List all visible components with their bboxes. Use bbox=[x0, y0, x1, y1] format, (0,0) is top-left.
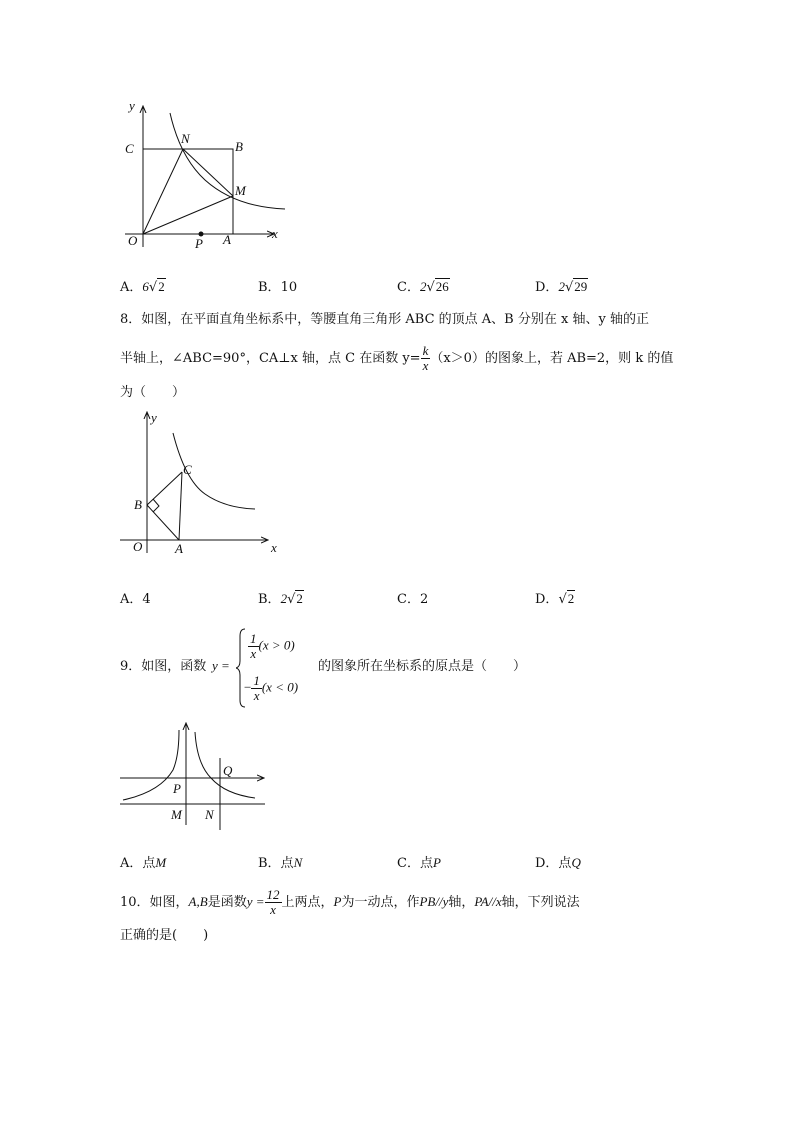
q8-label-y: y bbox=[151, 410, 157, 425]
q10-fraction: $\frac{12}{x}$ bbox=[266, 887, 280, 917]
q9-label-M: M bbox=[171, 807, 182, 822]
q7-label-N: N bbox=[181, 131, 190, 146]
q9-piecewise bbox=[212, 626, 322, 710]
q8-segment-BC bbox=[147, 472, 182, 505]
q9-option-d[interactable]: D．点Q bbox=[535, 855, 581, 871]
sqrt-icon: √29 bbox=[564, 279, 588, 295]
q7-label-y: y bbox=[129, 98, 135, 113]
q9-figure bbox=[115, 720, 275, 830]
q8-options bbox=[120, 588, 680, 612]
q8-segment-BA bbox=[147, 505, 179, 540]
q9-suffix: 的图象所在坐标系的原点是（ ） bbox=[318, 659, 527, 674]
q7-segment-OM bbox=[143, 196, 233, 234]
q8-option-a[interactable]: A．4 bbox=[120, 592, 151, 607]
q8-right-angle-mark bbox=[153, 499, 159, 512]
q9-option-c[interactable]: C．点P bbox=[397, 855, 441, 871]
q9-label-P: P bbox=[173, 781, 181, 796]
q7-label-O: O bbox=[128, 233, 138, 248]
q9-options bbox=[120, 852, 680, 876]
q8-fraction: $\frac{k}{x}$ bbox=[422, 343, 429, 373]
q7-label-B: B bbox=[235, 139, 243, 154]
q9-y-equals: y = bbox=[212, 658, 230, 673]
q7-label-A: A bbox=[223, 232, 231, 247]
q7-option-b[interactable]: B．10 bbox=[258, 280, 298, 295]
q10-line-1: 10．如图，A,B是函数y = $\frac{12}{x}$ 上两点，P为一动点，作PB//y轴，PA//x轴，下列说法 bbox=[120, 887, 580, 917]
q7-options bbox=[120, 276, 680, 300]
q8-option-c[interactable]: C．2 bbox=[397, 592, 429, 607]
q9-piece-2: − $\frac{1}{x}$ (x < 0) bbox=[244, 673, 299, 703]
sqrt-icon: √26 bbox=[426, 279, 449, 295]
q8-label-B: B bbox=[134, 497, 142, 512]
q7-label-M: M bbox=[235, 183, 246, 198]
q9-label-N: N bbox=[205, 807, 214, 822]
q8-option-d[interactable]: D．√2 bbox=[535, 591, 575, 607]
q8-label-A: A bbox=[175, 541, 183, 556]
q8-label-O: O bbox=[133, 539, 143, 554]
q9-piece-1: $\frac{1}{x}$ (x > 0) bbox=[250, 631, 295, 661]
sqrt-icon: √2 bbox=[148, 279, 165, 295]
q8-line-2: 半轴上，∠ABC=90°，CA⊥x 轴，点 C 在函数 y= $\frac{k}{x}$ （x＞0）的图象上，若 AB=2，则 k 的值 bbox=[120, 343, 674, 373]
q7-segment-NM bbox=[183, 149, 233, 196]
q7-label-P: P bbox=[195, 236, 203, 251]
q8-segment-CA bbox=[179, 472, 182, 540]
q9-option-b[interactable]: B．点N bbox=[258, 855, 303, 871]
q7-segment-ON bbox=[143, 149, 183, 234]
q7-hyperbola bbox=[170, 113, 285, 209]
q7-option-a[interactable]: A．6√2 bbox=[120, 279, 165, 295]
q8-line-1: 8．如图，在平面直角坐标系中，等腰直角三角形 ABC 的顶点 A、B 分别在 x 轴、y 轴的正 bbox=[120, 312, 649, 327]
q9-prefix: 9．如图，函数 bbox=[120, 659, 207, 674]
q7-rectangle-OABC bbox=[143, 149, 233, 234]
q8-label-x: x bbox=[271, 540, 277, 555]
q8-option-b[interactable]: B．2√2 bbox=[258, 591, 303, 607]
q8-figure bbox=[115, 408, 290, 566]
q8-line-3: 为（ ） bbox=[120, 385, 186, 400]
q9-option-a[interactable]: A．点M bbox=[120, 855, 167, 871]
sqrt-icon: √2 bbox=[558, 591, 575, 607]
q7-option-c[interactable]: C．2√26 bbox=[397, 279, 449, 295]
sqrt-icon: √2 bbox=[287, 591, 303, 607]
q7-label-C: C bbox=[125, 141, 134, 156]
q9-curve-left bbox=[123, 730, 179, 800]
q10-line-2: 正确的是( ) bbox=[120, 928, 209, 943]
q7-figure bbox=[115, 95, 295, 255]
q9-label-Q: Q bbox=[223, 763, 233, 778]
q8-label-C: C bbox=[183, 462, 192, 477]
q7-option-d[interactable]: D．2√29 bbox=[535, 279, 588, 295]
q7-label-x: x bbox=[272, 226, 278, 241]
